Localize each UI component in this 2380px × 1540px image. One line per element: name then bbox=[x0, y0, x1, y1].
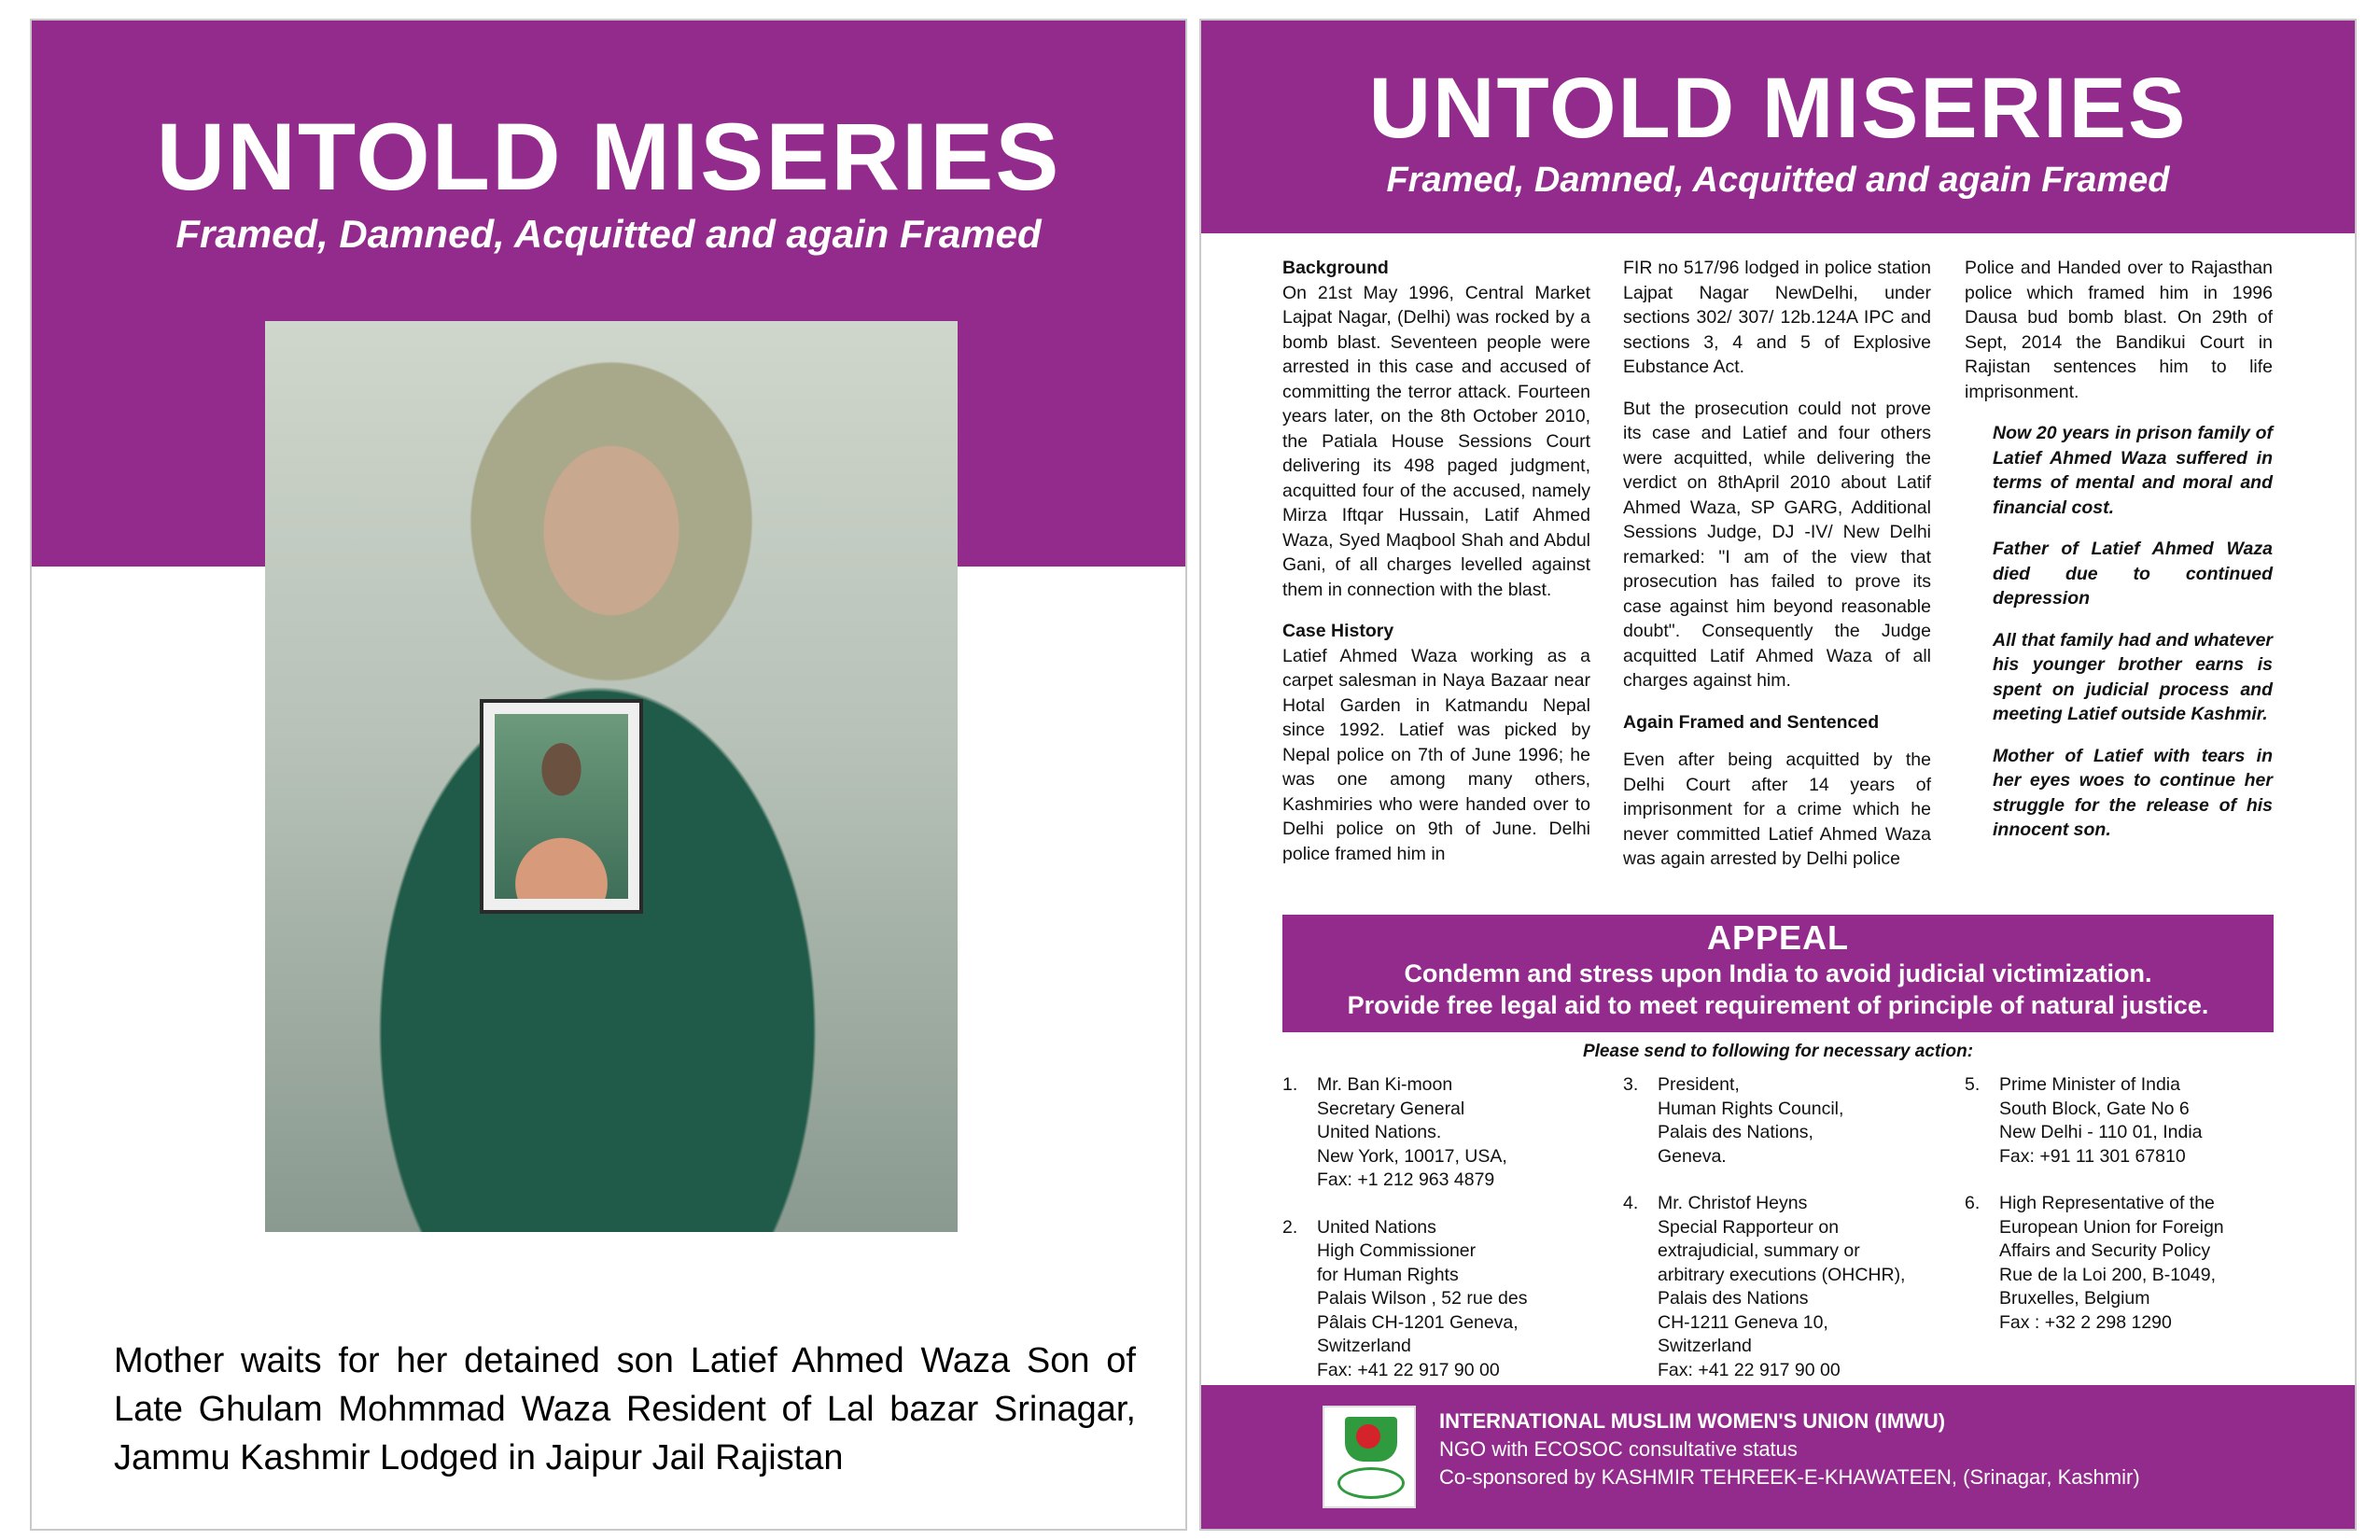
address-line: Pâlais CH-1201 Geneva, bbox=[1317, 1311, 1519, 1333]
again-framed-heading: Again Framed and Sentenced bbox=[1623, 711, 1880, 733]
address-column-1 bbox=[1282, 1073, 1590, 1406]
address-line: Mr. Ban Ki-moon bbox=[1317, 1074, 1453, 1095]
right-poster-panel bbox=[1199, 19, 2357, 1531]
address-body bbox=[1999, 1073, 2203, 1169]
address-line: Rue de la Loi 200, B-1049, bbox=[1999, 1264, 2217, 1285]
mother-note: Mother of Latief with tears in her eyes woes to continue her struggle for the release of his innocent son. bbox=[1993, 745, 2273, 840]
family-suffering-note: Now 20 years in prison family of Latief Ahmed Waza suffered in terms of mental and moral and financial cost. bbox=[1993, 423, 2273, 518]
address-number: 5. bbox=[1965, 1074, 1981, 1095]
address-line: High Commissioner bbox=[1317, 1240, 1477, 1261]
text-column-2 bbox=[1623, 256, 1931, 889]
address-line: Bruxelles, Belgium bbox=[1999, 1288, 2150, 1309]
address-line: Affairs and Security Policy bbox=[1999, 1240, 2211, 1261]
address-item bbox=[1282, 1216, 1590, 1383]
address-line: South Block, Gate No 6 bbox=[1999, 1098, 2190, 1119]
logo-seal-icon bbox=[1337, 1467, 1405, 1499]
address-line: Prime Minister of India bbox=[1999, 1074, 2180, 1095]
address-number: 2. bbox=[1282, 1216, 1298, 1238]
address-number: 3. bbox=[1623, 1074, 1639, 1095]
address-line: Fax: +1 212 963 4879 bbox=[1317, 1169, 1495, 1190]
sentence-paragraph: Police and Handed over to Rajasthan police which framed him in 1996 Dausa bud bomb blast. On 29th of Sept, 2014 the Bandikui Court in Rajistan sentences him to life imprisonment. bbox=[1965, 258, 2273, 402]
address-line: Switzerland bbox=[1317, 1336, 1411, 1356]
send-note: Please send to following for necessary action: bbox=[1582, 1042, 1974, 1061]
address-line: Secretary General bbox=[1317, 1098, 1465, 1119]
address-line: United Nations bbox=[1317, 1216, 1436, 1238]
appeal-title: APPEAL bbox=[1706, 918, 1850, 957]
address-line: arbitrary executions (OHCHR), bbox=[1658, 1264, 1906, 1285]
address-body bbox=[1999, 1192, 2224, 1335]
address-number: 4. bbox=[1623, 1193, 1639, 1213]
address-line: United Nations. bbox=[1317, 1122, 1442, 1142]
address-line: Palais des Nations, bbox=[1658, 1122, 1813, 1142]
address-item bbox=[1623, 1192, 1931, 1382]
organization-name: INTERNATIONAL MUSLIM WOMEN'S UNION (IMWU) bbox=[1439, 1409, 1946, 1433]
address-line: Mr. Christof Heyns bbox=[1658, 1193, 1808, 1213]
case-history-text: Latief Ahmed Waza working as a carpet salesman in Naya Bazaar near Hotal Garden in Katmandu Nepal since 1992. Latief was picked by Nepal police on 7th of June 1996; he was one among many others, Kashmiries who were handed over to Delhi police on 9th of June. Delhi police framed him in bbox=[1282, 645, 1590, 864]
logo-emblem-icon bbox=[1356, 1424, 1380, 1449]
appeal-line-2: Provide free legal aid to meet requirement of principle of natural justice. bbox=[1347, 991, 2209, 1019]
address-line: High Representative of the bbox=[1999, 1193, 2215, 1213]
address-body bbox=[1658, 1192, 1905, 1382]
cosponsor-line: Co-sponsored by KASHMIR TEHREEK-E-KHAWATEEN, (Srinagar, Kashmir) bbox=[1439, 1465, 2140, 1489]
mother-photo bbox=[265, 321, 958, 1232]
address-line: for Human Rights bbox=[1317, 1264, 1459, 1285]
address-line: Switzerland bbox=[1658, 1336, 1752, 1356]
address-column-2 bbox=[1623, 1073, 1931, 1406]
address-number: 6. bbox=[1965, 1193, 1981, 1213]
footer-text bbox=[1439, 1407, 2140, 1491]
address-line: Palais Wilson , 52 rue des bbox=[1317, 1288, 1528, 1309]
address-line: CH-1211 Geneva 10, bbox=[1658, 1311, 1828, 1333]
address-line: Fax: +41 22 917 90 00 bbox=[1658, 1359, 1841, 1380]
appeal-box bbox=[1282, 915, 2274, 1032]
left-subtitle: Framed, Damned, Acquitted and again Framed bbox=[175, 212, 1042, 256]
address-line: European Union for Foreign bbox=[1999, 1216, 2224, 1238]
rearrest-paragraph: Even after being acquitted by the Delhi Court after 14 years of imprisonment for a crime which he never committed Latief Ahmed Waza was again arrested by Delhi police bbox=[1623, 749, 1931, 869]
address-body bbox=[1658, 1073, 1843, 1169]
address-body bbox=[1317, 1073, 1507, 1193]
fir-paragraph: FIR no 517/96 lodged in police station Lajpat Nagar NewDelhi, under sections 302/ 307/ 12b.124A IPC and sections 3, 4 and 5 of Explosive Eubstance Act. bbox=[1623, 258, 1931, 377]
address-line: Geneva. bbox=[1658, 1145, 1727, 1167]
left-poster-panel bbox=[30, 19, 1187, 1531]
address-line: Fax: +91 11 301 67810 bbox=[1999, 1145, 2186, 1167]
address-item bbox=[1965, 1073, 2273, 1169]
address-line: Special Rapporteur on bbox=[1658, 1216, 1840, 1238]
address-line: Fax : +32 2 298 1290 bbox=[1999, 1311, 2172, 1333]
son-portrait-frame bbox=[480, 699, 643, 914]
text-column-1 bbox=[1282, 256, 1590, 883]
address-column-3 bbox=[1965, 1073, 2273, 1358]
right-subtitle: Framed, Damned, Acquitted and again Framed bbox=[1386, 161, 2170, 200]
address-line: Palais des Nations bbox=[1658, 1288, 1809, 1309]
background-heading: Background bbox=[1282, 258, 1389, 278]
address-item bbox=[1282, 1073, 1590, 1193]
family-cost-note: All that family had and whatever his younger brother earns is spent on judicial process and meeting Latief outside Kashmir. bbox=[1993, 629, 2273, 724]
acquittal-paragraph: But the prosecution could not prove its case and Latief and four others were acquitted, while delivering the verdict on 8thApril 2010 about Latif Ahmed Waza, SP GARG, Additional Sessions Judge, DJ -IV/ New Delhi remarked: "I am of the view that prosecution has failed to prove its case against him beyond reasonable doubt". Consequently the Judge acquitted Latif Ahmed Waza of all charges against him. bbox=[1623, 398, 1931, 691]
appeal-line-1: Condemn and stress upon India to avoid judicial victimization. bbox=[1404, 959, 2152, 987]
photo-caption: Mother waits for her detained son Latief Ahmed Waza Son of Late Ghulam Mohmmad Waza Resident of Lal bazar Srinagar, Jammu Kashmir Lodged in Jaipur Jail Rajistan bbox=[114, 1341, 1136, 1477]
address-line: New Delhi - 110 01, India bbox=[1999, 1122, 2203, 1142]
left-title: UNTOLD MISERIES bbox=[156, 104, 1061, 210]
address-line: extrajudicial, summary or bbox=[1658, 1240, 1860, 1261]
son-portrait bbox=[495, 714, 628, 899]
case-history-heading: Case History bbox=[1282, 621, 1394, 641]
background-text: On 21st May 1996, Central Market Lajpat Nagar, (Delhi) was rocked by a bomb blast. Seventeen people were arrested in this case and accused of committing the terror attack. Fourteen years later, on the 8th October 2010, the Patiala House Sessions Court delivering its 498 paged judgment, acquitted four of the accused, namely Mirza Iftqar Hussain, Latif Ahmed Waza, Syed Maqbool Shah and Abdul Gani, of all charges levelled against them in connection with the blast. bbox=[1282, 282, 1590, 600]
imwu-logo-icon bbox=[1323, 1406, 1416, 1508]
organization-status: NGO with ECOSOC consultative status bbox=[1439, 1437, 1798, 1461]
address-item bbox=[1965, 1192, 2273, 1335]
address-line: Human Rights Council, bbox=[1658, 1098, 1844, 1119]
address-line: President, bbox=[1658, 1074, 1740, 1095]
father-note: Father of Latief Ahmed Waza died due to continued depression bbox=[1993, 539, 2273, 609]
text-column-3 bbox=[1965, 256, 2273, 860]
right-title: UNTOLD MISERIES bbox=[1368, 61, 2188, 156]
address-line: New York, 10017, USA, bbox=[1317, 1145, 1507, 1167]
address-item bbox=[1623, 1073, 1931, 1169]
address-body bbox=[1317, 1216, 1527, 1383]
footer-band bbox=[1201, 1385, 2355, 1531]
address-line: Fax: +41 22 917 90 00 bbox=[1317, 1359, 1500, 1380]
address-number: 1. bbox=[1282, 1074, 1298, 1095]
